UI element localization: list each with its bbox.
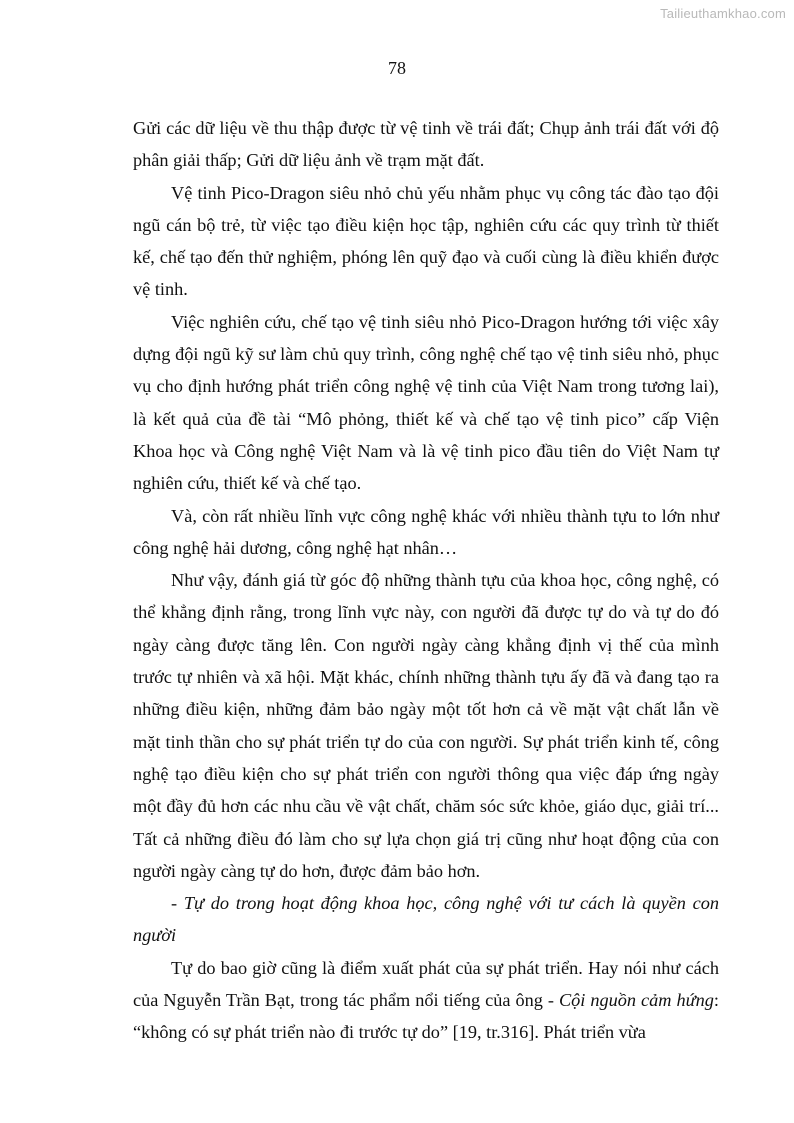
page-number: 78 [388,58,406,78]
watermark: Tailieuthamkhao.com [660,6,786,21]
paragraph: Gửi các dữ liệu về thu thập được từ vệ tinh về trái đất; Chụp ảnh trái đất với độ phân giải thấp; Gửi dữ liệu ảnh về trạm mặt đất. [133,118,719,171]
paragraph: Như vậy, đánh giá từ góc độ những thành tựu của khoa học, công nghệ, có thể khẳng định rằng, trong lĩnh vực này, con người đã được tự do và tự do đó ngày càng được tăng lên. Con người ngày càng khẳng định vị thế của mình trước tự nhiên và xã hội. Mặt khác, chính những thành tựu ấy đã và đang tạo ra những điều kiện, những đảm bảo ngày một tốt hơn cả về mặt vật chất lẫn về mặt tinh thần cho sự phát triển tự do của con người. Sự phát triển kinh tế, công nghệ tạo điều kiện cho sự phát triển con người thông qua việc đáp ứng ngày một đầy đủ hơn các nhu cầu về vật chất, chăm sóc sức khỏe, giáo dục, giải trí... Tất cả những điều đó làm cho sự lựa chọn giá trị cũng như hoạt động của con người ngày càng tự do hơn, được đảm bảo hơn. [133,570,719,881]
document-body [133,112,719,1049]
paragraph: Việc nghiên cứu, chế tạo vệ tinh siêu nhỏ Pico-Dragon hướng tới việc xây dựng đội ngũ kỹ sư làm chủ quy trình, công nghệ chế tạo vệ tinh siêu nhỏ, phục vụ cho định hướng phát triển công nghệ vệ tinh của Việt Nam trong tương lai), là kết quả của đề tài “Mô phỏng, thiết kế và chế tạo vệ tinh pico” cấp Viện Khoa học và Công nghệ Việt Nam và là vệ tinh pico đầu tiên do Việt Nam tự nghiên cứu, thiết kế và chế tạo. [133,311,719,494]
paragraph: Và, còn rất nhiều lĩnh vực công nghệ khác với nhiều thành tựu to lớn như công nghệ hải dương, công nghệ hạt nhân… [133,505,719,558]
book-title: Cội nguồn cảm hứng [558,990,714,1011]
paragraph: Vệ tinh Pico-Dragon siêu nhỏ chủ yếu nhằm phục vụ công tác đào tạo đội ngũ cán bộ trẻ, từ việc tạo điều kiện học tập, nghiên cứu các quy trình từ thiết kế, chế tạo đến thử nghiệm, phóng lên quỹ đạo và cuối cùng là điều khiển được vệ tinh. [133,182,719,300]
paragraph-text: Tự do bao giờ cũng là điểm xuất phát của sự phát triển. Hay nói như cách của Nguyễn Trần Bạt, trong tác phẩm nổi tiếng của ông - [133,957,719,1011]
paragraph [133,952,719,1049]
section-heading: - Tự do trong hoạt động khoa học, công nghệ với tư cách là quyền con người [133,893,719,946]
paragraph-text: : “không có sự phát triển nào đi trước tự do” [19, tr.316]. Phát triển vừa [133,990,719,1043]
